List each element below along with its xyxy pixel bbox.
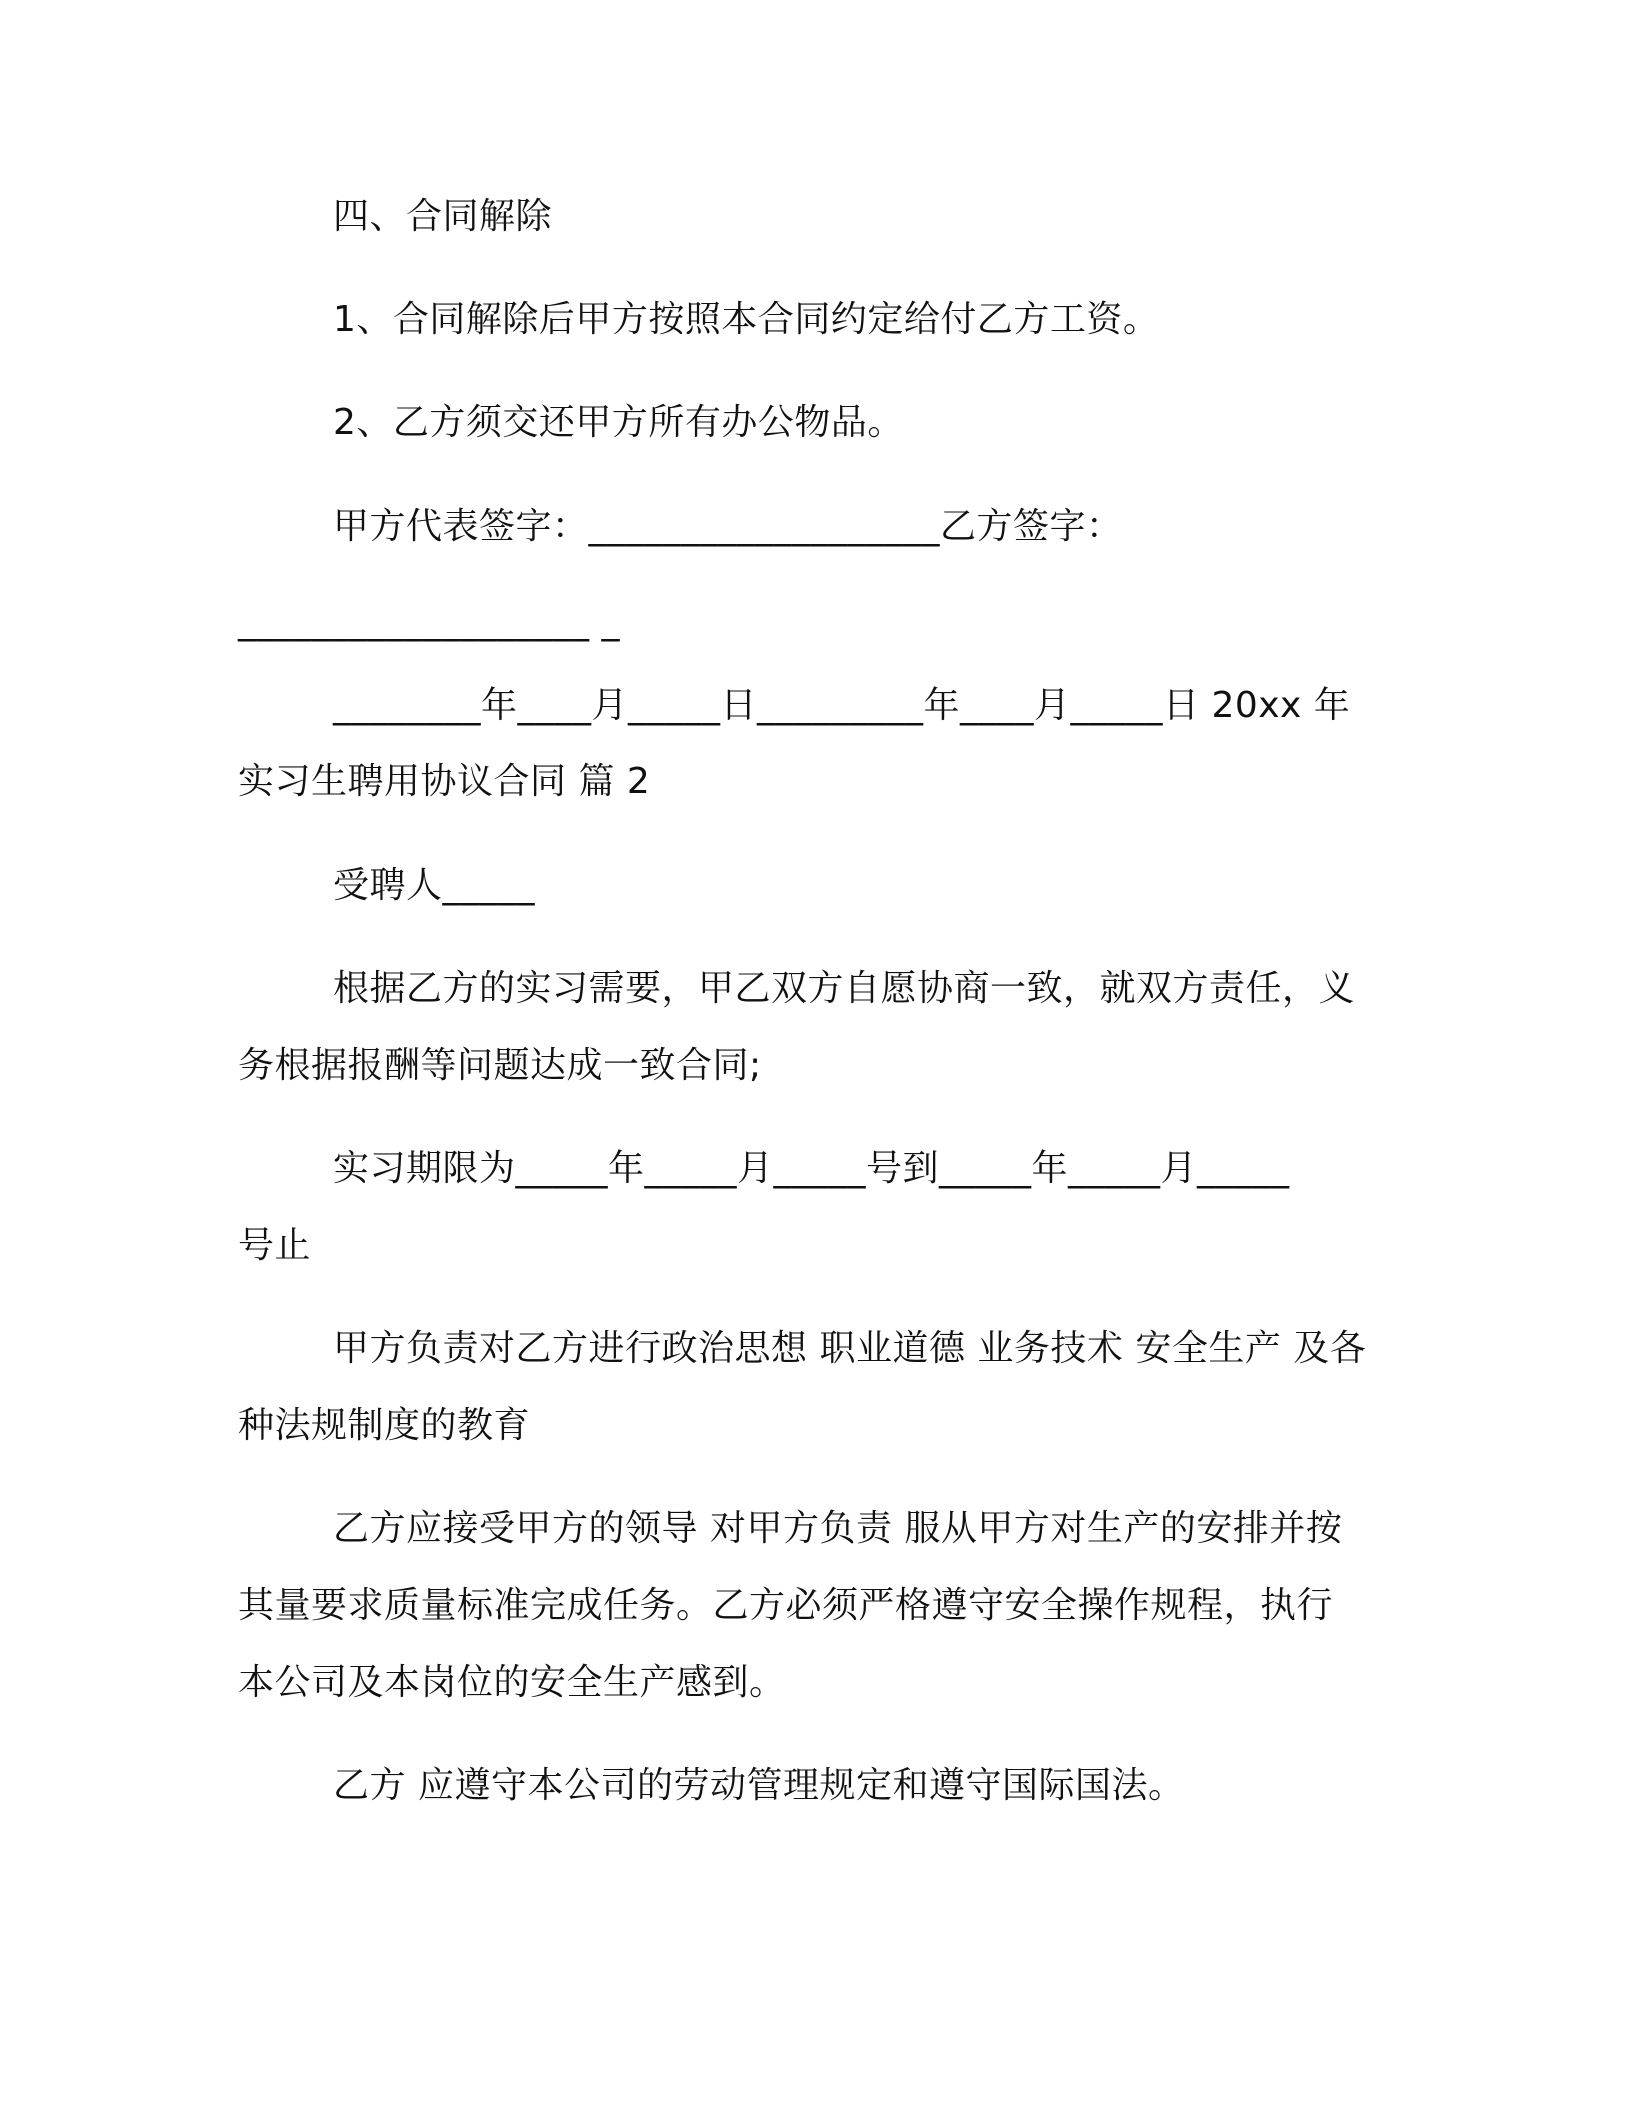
paragraph-line: 务根据报酬等问题达成一致合同; xyxy=(238,1045,762,1086)
paragraph-line: 1、合同解除后甲方按照本合同约定给付乙方工资。 xyxy=(333,299,1160,340)
paragraph-line: 种法规制度的教育 xyxy=(238,1405,531,1446)
signature-blank-line: ___________________ _ xyxy=(238,601,620,642)
section-heading: 四、合同解除 xyxy=(333,196,553,237)
document-title-line: 实习生聘用协议合同 篇 2 xyxy=(238,761,651,802)
paragraph-line: 根据乙方的实习需要，甲乙双方自愿协商一致，就双方责任，义 xyxy=(333,968,1356,1009)
paragraph-line: 乙方 应遵守本公司的劳动管理规定和遵守国际国法。 xyxy=(333,1765,1185,1806)
paragraph-line: 2、乙方须交还甲方所有办公物品。 xyxy=(333,402,904,443)
paragraph-line: 实习期限为_____年_____月_____号到_____年_____月_____ xyxy=(333,1148,1290,1189)
date-line: ________年____月_____日_________年____月_____日 20xx 年 xyxy=(333,685,1351,726)
paragraph-line: 乙方应接受甲方的领导 对甲方负责 服从甲方对生产的安排并按 xyxy=(333,1508,1343,1549)
paragraph-line: 受聘人_____ xyxy=(333,865,536,906)
paragraph-line: 本公司及本岗位的安全生产感到。 xyxy=(238,1662,786,1703)
paragraph-line: 其量要求质量标准完成任务。乙方必须严格遵守安全操作规程，执行 xyxy=(238,1585,1334,1626)
signature-line: 甲方代表签字：___________________乙方签字： xyxy=(333,506,1123,547)
paragraph-line: 号止 xyxy=(238,1225,312,1266)
paragraph-line: 甲方负责对乙方进行政治思想 职业道德 业务技术 安全生产 及各 xyxy=(333,1328,1367,1369)
